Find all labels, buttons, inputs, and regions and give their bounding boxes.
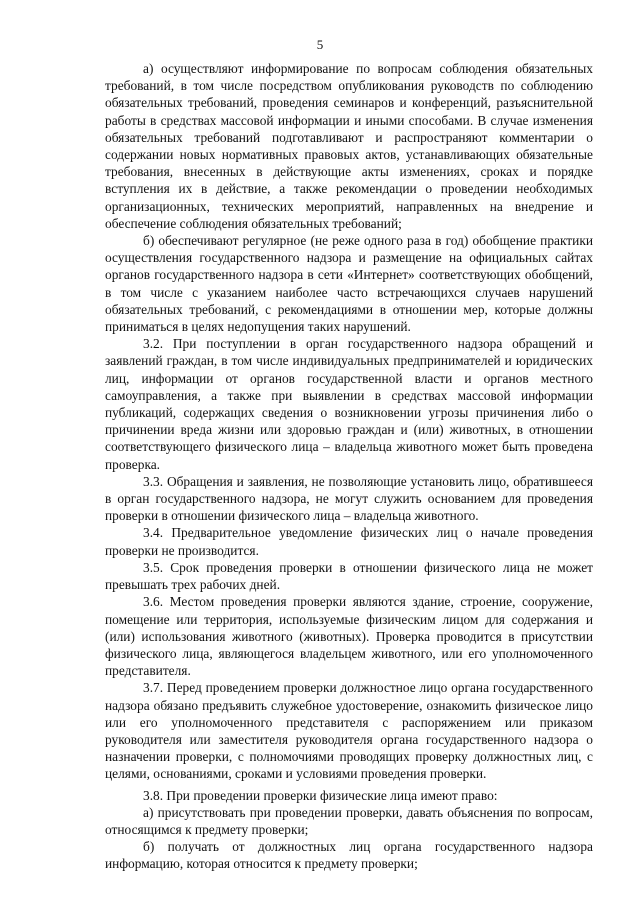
paragraph-3-3: 3.3. Обращения и заявления, не позволяющие установить лицо, обратившееся в орган государственного надзора, не могут служить основанием для проведения проверки в отношении физического лица – владельца животного. — [105, 473, 593, 524]
paragraph-3-6: 3.6. Местом проведения проверки являются здание, строение, сооружение, помещение или территория, используемые физическим лицом для содержания и (или) использования животного (животных). Проверка проводится в присутствии физического лица, являющегося владельцем животного, или его уполномоченного представителя. — [105, 594, 593, 679]
paragraph-3-8: 3.8. При проведении проверки физические лица имеют право: — [143, 787, 498, 803]
paragraph-3-5: 3.5. Срок проведения проверки в отношении физического лица не может превышать трех рабочих дней. — [105, 559, 593, 593]
paragraph-3-4: 3.4. Предварительное уведомление физических лиц о начале проведения проверки не производится. — [105, 525, 593, 558]
paragraph-3-8-a: а) присутствовать при проведении проверки, давать объяснения по вопросам, относящимся к предмету проверки; — [105, 804, 593, 837]
paragraph-3-2: 3.2. При поступлении в орган государственного надзора обращений и заявлений граждан, в том числе индивидуальных предпринимателей и юридических лиц, информации от органов государственной власти и органов местного самоуправления, а также при выявлении в средствах массовой информации публикаций, содержащих сведения о возникновении угрозы причинения либо о причинении вреда жизни или здоровью граждан и (или) животных, в отношении соответствующего физического лица – владельца животного может быть проведена проверка. — [105, 336, 593, 472]
paragraph-3-7: 3.7. Перед проведением проверки должностное лицо органа государственного надзора обязано предъявить служебное удостоверение, ознакомить физическое лицо или его уполномоченного представителя с распоряжением или приказом руководителя или заместителя руководителя органа государственного надзора о назначении проверки, с полномочиями проводящих проверку должностных лиц, с целями, основаниями, сроками и условиями проведения проверки. — [105, 680, 593, 782]
paragraph-3-8-b: б) получать от должностных лиц органа государственного надзора информацию, которая относится к предмету проверки; — [105, 839, 593, 872]
paragraph-3-1-a: а) осуществляют информирование по вопросам соблюдения обязательных требований, в том числе посредством опубликования руководств по соблюдению обязательных требований, проведения семинаров и конференций, разъяснительной работы в средствах массовой информации и иными способами. В случае изменения обязательных требований подготавливают и распространяют комментарии о содержании новых нормативных правовых актов, устанавливающих обязательные требования, внесенных в действующие акты изменениях, сроках и порядке вступления их в действие, а также рекомендации о проведении необходимых организационных, технических мероприятий, направленных на внедрение и обеспечение соблюдения обязательных требований; — [105, 61, 593, 231]
paragraph-3-1-b: б) обеспечивают регулярное (не реже одного раза в год) обобщение практики осуществления государственного надзора и размещение на официальных сайтах органов государственного надзора в сети «Интернет» соответствующих обобщений, в том числе с указанием наиболее часто встречающихся случаев нарушений обязательных требований, с рекомендациями в отношении мер, которые должны приниматься в целях недопущения таких нарушений. — [105, 233, 593, 335]
page-number: 5 — [316, 37, 324, 52]
document-body — [105, 60, 593, 873]
